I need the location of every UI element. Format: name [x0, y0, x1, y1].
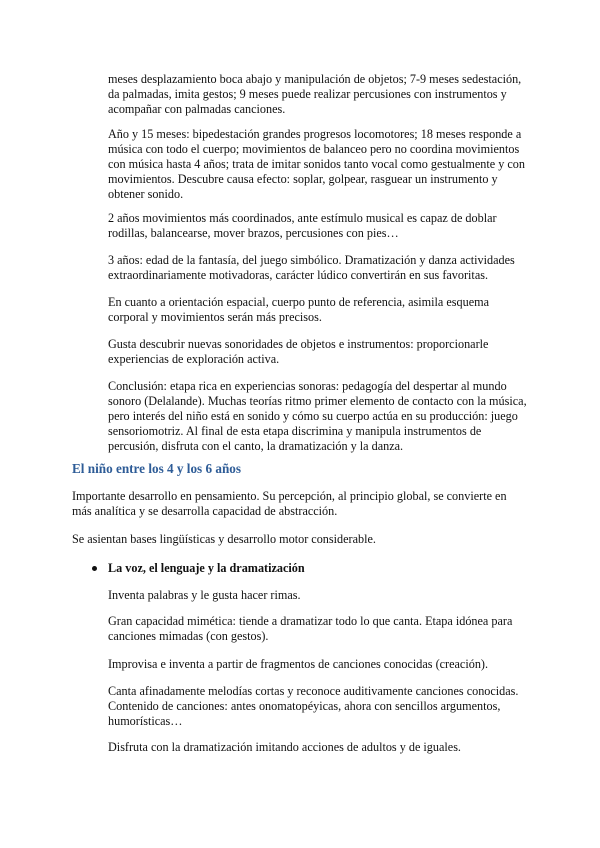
paragraph-3-years: 3 años: edad de la fantasía, del juego simbólico. Dramatización y danza actividades extraordinariamente motivadoras, carácter lúdico convertirán en sus favoritas. [108, 253, 515, 282]
paragraph-infant-months: meses desplazamiento boca abajo y manipulación de objetos; 7-9 meses sedestación, da palmadas, imita gestos; 9 meses puede realizar percusiones con instrumentos y acompañar con palmadas canciones. [108, 72, 522, 116]
section-heading: El niño entre los 4 y los 6 años [72, 461, 242, 476]
paragraph-2-years: 2 años movimientos más coordinados, ante estímulo musical es capaz de doblar rodillas, balancearse, mover brazos, percusiones con pies… [108, 211, 497, 240]
paragraph-thinking-development: Importante desarrollo en pensamiento. Su percepción, al principio global, se convierte en más analítica y se desarrolla capacidad de abstracción. [72, 489, 507, 518]
paragraph-sound-discovery: Gusta descubrir nuevas sonoridades de objetos e instrumentos: proporcionarle experiencias de exploración activa. [108, 337, 489, 366]
paragraph-mimetic-capacity: Gran capacidad mimética: tiende a dramatizar todo lo que canta. Etapa idónea para canciones mimadas (con gestos). [108, 614, 513, 643]
paragraph-linguistic-bases: Se asientan bases lingüísticas y desarrollo motor considerable. [72, 532, 376, 546]
bullet-icon [92, 566, 97, 571]
paragraph-spatial-orientation: En cuanto a orientación espacial, cuerpo punto de referencia, asimila esquema corporal y movimientos serán más precisos. [108, 295, 490, 324]
paragraph-sings-in-tune: Canta afinadamente melodías cortas y reconoce auditivamente canciones conocidas. Contenido de canciones: antes onomatopéyicas, ahora con sencillos argumentos, humorísticas… [108, 684, 519, 728]
paragraph-dramatization: Disfruta con la dramatización imitando acciones de adultos y de iguales. [108, 740, 461, 754]
bullet-heading: La voz, el lenguaje y la dramatización [108, 561, 305, 575]
paragraph-conclusion: Conclusión: etapa rica en experiencias sonoras: pedagogía del despertar al mundo sonoro (Delalande). Muchas teorías ritmo primer elemento de contacto con la música, pero interés del niño está en sonido y cómo su cuerpo actúa en su producción: juego sensoriomotriz. Al final de esta etapa discrimina y manipula instrumentos de percusión, disfruta con el canto, la dramatización y la danza. [108, 379, 527, 453]
paragraph-year-15-months: Año y 15 meses: bipedestación grandes progresos locomotores; 18 meses responde a música con todo el cuerpo; movimientos de balanceo pero no coordina movimientos con música hasta 4 años; trata de imitar sonidos tanto vocal como gestualmente y con movimientos. Descubre causa efecto: soplar, golpear, rasguear un instrumento y obtener sonido. [108, 127, 525, 201]
paragraph-improvises: Improvisa e inventa a partir de fragmentos de canciones conocidas (creación). [108, 657, 489, 671]
paragraph-invents-words: Inventa palabras y le gusta hacer rimas. [108, 588, 301, 602]
bullet-item [92, 561, 305, 576]
